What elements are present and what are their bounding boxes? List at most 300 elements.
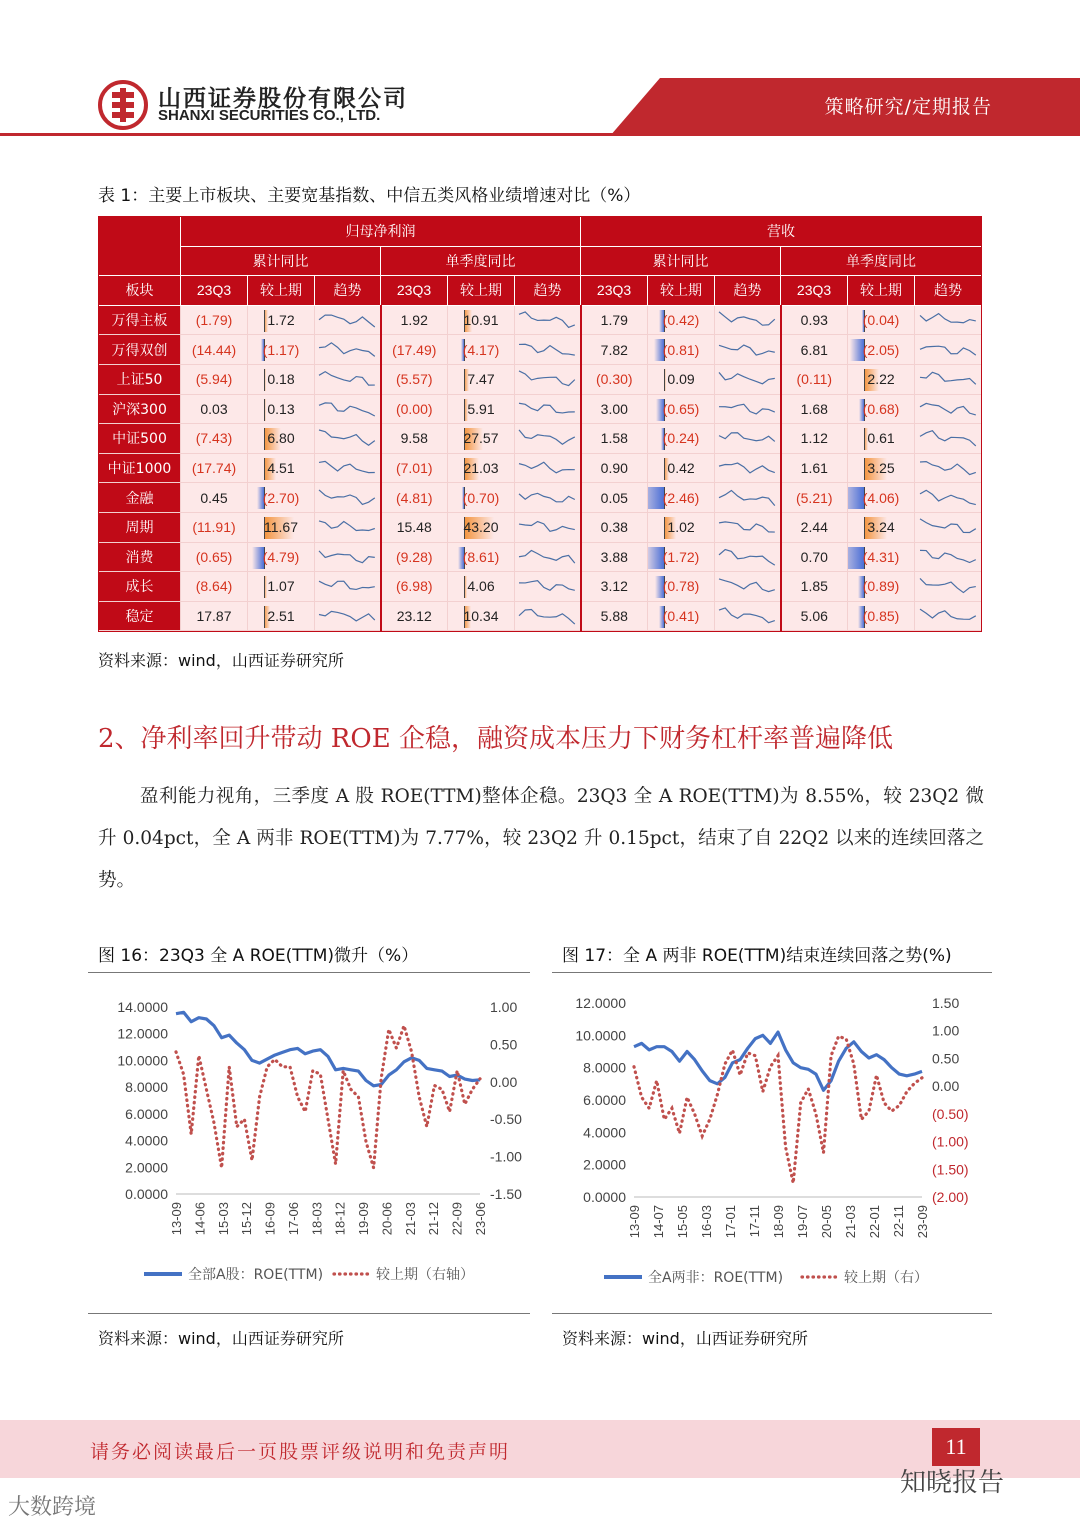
cell-trend xyxy=(915,305,982,335)
cell-trend xyxy=(715,572,781,602)
trend-sparkline xyxy=(917,545,979,569)
cell-23q3 xyxy=(181,483,248,513)
trend-sparkline xyxy=(917,338,979,362)
watermark-left: 大数跨境 xyxy=(8,1495,97,1520)
header-divider xyxy=(0,133,1080,136)
cell-23q3 xyxy=(581,364,648,394)
report-type-label: 策略研究/定期报告 xyxy=(824,96,992,118)
table-caption: 表 1：主要上市板块、主要宽基指数、中信五类风格业绩增速对比（%） xyxy=(98,186,641,206)
cell-value: (17.74) xyxy=(191,460,237,477)
cell-value: (0.89) xyxy=(862,578,900,595)
sparkline-path xyxy=(920,373,976,385)
cell-change xyxy=(648,335,715,365)
cell-change xyxy=(648,572,715,602)
cell-value: 1.12 xyxy=(800,430,828,447)
cell-value: (17.49) xyxy=(392,341,437,358)
sparkline-path xyxy=(319,461,375,472)
sparkline-path xyxy=(519,609,575,624)
cell-23q3 xyxy=(781,601,848,631)
cell-change xyxy=(848,335,915,365)
y-tick-right: 1.00 xyxy=(932,1022,960,1039)
cell-value: (0.78) xyxy=(662,578,700,595)
trend-sparkline xyxy=(716,397,778,421)
col-header-board: 板块 xyxy=(99,276,181,306)
cell-23q3 xyxy=(781,512,848,542)
cell-value: 3.12 xyxy=(600,578,628,595)
x-tick-label: 15-05 xyxy=(675,1205,690,1239)
cell-trend xyxy=(915,572,982,602)
trend-sparkline xyxy=(516,604,578,628)
cell-23q3 xyxy=(381,424,448,454)
cell-value: (0.70) xyxy=(462,489,500,506)
cell-change xyxy=(248,394,315,424)
cell-trend xyxy=(315,512,381,542)
cell-change xyxy=(848,394,915,424)
sparkline-path xyxy=(519,403,575,413)
cell-trend xyxy=(315,601,381,631)
cell-change xyxy=(448,394,515,424)
sparkline-path xyxy=(519,462,575,473)
sparkline-path xyxy=(519,493,575,501)
x-tick-label: 19-07 xyxy=(795,1205,810,1239)
sparkline-path xyxy=(719,433,775,442)
cell-value: 0.03 xyxy=(200,400,228,417)
cell-value: (8.64) xyxy=(195,578,233,595)
cell-trend xyxy=(715,335,781,365)
bar-axis xyxy=(264,399,265,421)
cell-value: (11.91) xyxy=(192,519,236,536)
cell-value: 0.93 xyxy=(800,312,828,329)
bar-axis xyxy=(464,369,465,391)
cell-value: 43.20 xyxy=(463,519,499,536)
sparkline-path xyxy=(719,404,775,414)
cell-change xyxy=(648,394,715,424)
cell-trend xyxy=(515,512,581,542)
subheader-cum: 累计同比 xyxy=(181,246,381,276)
cell-trend xyxy=(715,305,781,335)
cell-value: 23.12 xyxy=(396,608,432,625)
x-tick-label: 23-06 xyxy=(473,1202,488,1236)
cell-value: (2.46) xyxy=(662,489,700,506)
company-name-en: SHANXI SECURITIES CO., LTD. xyxy=(158,107,381,124)
trend-sparkline xyxy=(716,338,778,362)
y-tick-right: 1.00 xyxy=(490,999,518,1015)
col-header-q: 23Q3 xyxy=(381,276,448,306)
cell-value: 4.51 xyxy=(267,460,295,477)
col-header-q: 23Q3 xyxy=(781,276,848,306)
cell-trend xyxy=(515,394,581,424)
subheader-cum: 累计同比 xyxy=(581,246,781,276)
bar-axis xyxy=(464,576,465,598)
cell-value: 0.38 xyxy=(600,519,628,536)
trend-sparkline xyxy=(316,367,378,391)
row-label: 中证1000 xyxy=(99,453,181,483)
cell-value: (0.00) xyxy=(395,400,433,417)
y-tick-right: 0.00 xyxy=(932,1078,960,1095)
trend-sparkline xyxy=(716,367,778,391)
section-paragraph: 盈利能力视角，三季度 A 股 ROE(TTM)整体企稳。23Q3 全 A ROE(TTM)为 8.55%，较 23Q2 微升 0.04pct，全 A 两非 ROE(TTM)为 7.77%，较 23Q2 升 0.15pct，结束了自 22Q2 以来的连续回落之势。 xyxy=(98,786,984,891)
legend-label-1: 全部A股：ROE(TTM) xyxy=(188,1267,324,1283)
x-tick-label: 17-01 xyxy=(723,1205,738,1239)
table-row xyxy=(99,512,982,542)
cell-value: 7.82 xyxy=(600,341,628,358)
performance-table xyxy=(98,216,982,631)
series-line-1 xyxy=(176,1012,480,1086)
cell-value: (0.65) xyxy=(195,548,233,565)
legend-label-2: 较上期（右） xyxy=(844,1270,928,1286)
cell-trend xyxy=(515,424,581,454)
cell-value: 0.18 xyxy=(267,371,295,388)
cell-value: (0.11) xyxy=(796,371,833,388)
cell-23q3 xyxy=(581,512,648,542)
cell-trend xyxy=(915,542,982,572)
cell-change xyxy=(448,364,515,394)
cell-change xyxy=(248,424,315,454)
sparkline-path xyxy=(519,312,575,327)
bar-axis xyxy=(864,428,865,450)
cell-23q3 xyxy=(781,572,848,602)
cell-value: (4.81) xyxy=(395,489,433,506)
cell-trend xyxy=(515,542,581,572)
cell-value: (0.41) xyxy=(662,608,700,625)
cell-value: (0.24) xyxy=(662,430,700,447)
cell-change xyxy=(848,364,915,394)
cell-23q3 xyxy=(381,572,448,602)
cell-value: (14.44) xyxy=(191,341,237,358)
y-tick-left: 14.0000 xyxy=(117,999,168,1015)
col-header-trend: 趋势 xyxy=(515,276,581,306)
cell-23q3 xyxy=(381,542,448,572)
cell-23q3 xyxy=(381,335,448,365)
bar-axis xyxy=(464,399,465,421)
cell-23q3 xyxy=(381,453,448,483)
cell-value: 11.67 xyxy=(264,519,298,536)
cell-23q3 xyxy=(181,512,248,542)
cell-23q3 xyxy=(381,394,448,424)
cell-change xyxy=(648,542,715,572)
y-tick-right: 0.00 xyxy=(490,1073,518,1090)
cell-value: (8.61) xyxy=(462,548,500,565)
group-header-profit: 归母净利润 xyxy=(181,217,581,247)
bar-axis xyxy=(264,458,265,480)
x-tick-label: 16-03 xyxy=(699,1205,714,1239)
bar-axis xyxy=(264,428,265,450)
cell-trend xyxy=(915,483,982,513)
cell-value: 3.88 xyxy=(600,548,628,565)
cell-trend xyxy=(315,483,381,513)
cell-value: 2.44 xyxy=(800,519,828,536)
cell-value: (0.30) xyxy=(595,371,633,388)
bar-axis xyxy=(864,517,865,539)
cell-23q3 xyxy=(181,394,248,424)
bar-axis xyxy=(264,369,265,391)
cell-value: 4.06 xyxy=(467,578,495,595)
sparkline-path xyxy=(719,373,775,384)
x-tick-label: 17-06 xyxy=(285,1202,301,1236)
trend-sparkline xyxy=(716,426,778,450)
sparkline-path xyxy=(319,315,375,327)
cell-value: 1.85 xyxy=(800,578,828,595)
cell-23q3 xyxy=(181,453,248,483)
trend-sparkline xyxy=(716,456,778,480)
cell-trend xyxy=(515,601,581,631)
cell-trend xyxy=(915,453,982,483)
cell-change xyxy=(448,305,515,335)
cell-change xyxy=(248,512,315,542)
cell-value: (2.70) xyxy=(262,489,300,506)
y-tick-left: 0.0000 xyxy=(125,1186,168,1202)
cell-trend xyxy=(515,335,581,365)
y-tick-right: (1.50) xyxy=(932,1161,969,1178)
trend-sparkline xyxy=(516,338,578,362)
cell-value: 10.34 xyxy=(463,608,499,625)
cell-value: (5.57) xyxy=(395,371,433,388)
cell-value: (0.85) xyxy=(862,608,900,625)
y-tick-left: 8.0000 xyxy=(125,1079,168,1096)
cell-trend xyxy=(515,483,581,513)
table-row xyxy=(99,394,982,424)
cell-change xyxy=(248,572,315,602)
table-row xyxy=(99,572,982,602)
sparkline-path xyxy=(519,344,575,355)
trend-sparkline xyxy=(516,367,578,391)
cell-23q3 xyxy=(581,305,648,335)
table-row xyxy=(99,542,982,572)
cell-trend xyxy=(515,305,581,335)
trend-sparkline xyxy=(316,545,378,569)
col-header-prev: 较上期 xyxy=(248,276,315,306)
table-row xyxy=(99,453,982,483)
y-tick-left: 2.0000 xyxy=(125,1159,168,1176)
cell-value: 7.47 xyxy=(467,371,495,388)
cell-value: 3.24 xyxy=(867,519,895,536)
page-number: 11 xyxy=(932,1428,980,1466)
cell-value: 0.42 xyxy=(667,460,695,477)
figure-16-chart xyxy=(88,975,530,1305)
trend-sparkline xyxy=(917,426,979,450)
cell-23q3 xyxy=(581,542,648,572)
cell-value: (1.79) xyxy=(195,312,233,329)
cell-trend xyxy=(315,305,381,335)
cell-change xyxy=(848,424,915,454)
cell-trend xyxy=(315,335,381,365)
figure-17-bottom-rule xyxy=(552,1313,992,1314)
y-tick-left: 10.0000 xyxy=(575,1027,626,1044)
cell-value: 5.88 xyxy=(600,608,628,625)
cell-value: (1.72) xyxy=(662,548,700,565)
bar-axis xyxy=(664,517,665,539)
row-label: 消费 xyxy=(99,542,181,572)
cell-23q3 xyxy=(381,601,448,631)
cell-value: 1.61 xyxy=(800,460,828,477)
sparkline-path xyxy=(519,430,575,444)
y-tick-left: 4.0000 xyxy=(583,1124,626,1141)
figure-17-caption: 图 17：全 A 两非 ROE(TTM)结束连续回落之势(%) xyxy=(562,946,952,966)
trend-sparkline xyxy=(516,486,578,510)
cell-trend xyxy=(315,364,381,394)
cell-value: (6.98) xyxy=(395,578,433,595)
x-tick-label: 16-09 xyxy=(262,1202,278,1236)
x-tick-label: 18-09 xyxy=(771,1205,786,1239)
cell-value: (0.68) xyxy=(862,400,900,417)
cell-23q3 xyxy=(581,601,648,631)
subheader-q: 单季度同比 xyxy=(781,246,982,276)
cell-trend xyxy=(315,394,381,424)
x-tick-label: 18-03 xyxy=(309,1202,325,1236)
cell-23q3 xyxy=(781,335,848,365)
group-header-revenue: 营收 xyxy=(581,217,982,247)
figure-16-caption: 图 16：23Q3 全 A ROE(TTM)微升（%） xyxy=(98,946,419,966)
cell-value: (4.31) xyxy=(862,548,900,565)
cell-change xyxy=(648,364,715,394)
sparkline-path xyxy=(920,550,976,562)
table-row xyxy=(99,305,982,335)
data-bar xyxy=(848,547,865,569)
cell-value: (5.21) xyxy=(795,489,833,506)
trend-sparkline xyxy=(716,574,778,598)
cell-change xyxy=(848,542,915,572)
row-label: 沪深300 xyxy=(99,394,181,424)
sparkline-path xyxy=(719,579,775,592)
trend-sparkline xyxy=(716,545,778,569)
cell-value: 1.07 xyxy=(267,578,295,595)
y-tick-left: 0.0000 xyxy=(583,1189,626,1205)
figure-17-chart xyxy=(552,975,992,1305)
trend-sparkline xyxy=(316,397,378,421)
sparkline-path xyxy=(519,581,575,591)
sparkline-path xyxy=(519,522,575,532)
col-header-prev: 较上期 xyxy=(648,276,715,306)
cell-change xyxy=(848,453,915,483)
data-bar xyxy=(850,339,864,361)
cell-value: 0.61 xyxy=(867,430,895,447)
trend-sparkline xyxy=(917,515,979,539)
cell-change xyxy=(448,601,515,631)
cell-change xyxy=(648,305,715,335)
x-tick-label: 15-12 xyxy=(239,1202,255,1236)
cell-trend xyxy=(515,453,581,483)
sparkline-path xyxy=(319,490,375,505)
row-label: 金融 xyxy=(99,483,181,513)
cell-23q3 xyxy=(581,483,648,513)
y-tick-right: -0.50 xyxy=(490,1111,522,1128)
y-tick-right: -1.50 xyxy=(490,1186,522,1202)
company-logo xyxy=(98,80,148,130)
y-tick-right: 0.50 xyxy=(932,1050,960,1067)
footer-disclaimer: 请务必阅读最后一页股票评级说明和免责声明 xyxy=(90,1441,511,1463)
trend-sparkline xyxy=(917,574,979,598)
table-row xyxy=(99,364,982,394)
figure-16-bottom-rule xyxy=(88,1313,530,1314)
y-tick-left: 10.0000 xyxy=(117,1052,168,1069)
trend-sparkline xyxy=(316,604,378,628)
cell-value: 0.13 xyxy=(267,400,295,417)
cell-trend xyxy=(915,394,982,424)
cell-trend xyxy=(715,512,781,542)
y-tick-right: (0.50) xyxy=(932,1105,969,1122)
figure-16-source: 资料来源：wind，山西证券研究所 xyxy=(98,1329,344,1348)
x-tick-label: 14-06 xyxy=(192,1202,208,1236)
trend-sparkline xyxy=(917,397,979,421)
col-header-trend: 趋势 xyxy=(715,276,781,306)
legend-label-2: 较上期（右轴） xyxy=(376,1267,474,1283)
sparkline-path xyxy=(719,490,775,505)
watermark-right: 知晓报告 xyxy=(900,1468,1005,1498)
cell-trend xyxy=(715,394,781,424)
cell-value: 10.91 xyxy=(463,312,499,329)
sparkline-path xyxy=(920,579,976,593)
sparkline-path xyxy=(719,608,775,623)
trend-sparkline xyxy=(516,515,578,539)
cell-value: (9.28) xyxy=(395,548,433,565)
cell-trend xyxy=(315,424,381,454)
bar-axis xyxy=(264,606,265,628)
cell-value: (4.06) xyxy=(862,489,900,506)
cell-value: 1.79 xyxy=(600,312,628,329)
x-tick-label: 23-09 xyxy=(915,1205,930,1239)
cell-change xyxy=(648,512,715,542)
col-header-trend: 趋势 xyxy=(315,276,381,306)
cell-value: 27.57 xyxy=(463,430,499,447)
col-header-prev: 较上期 xyxy=(848,276,915,306)
y-tick-left: 12.0000 xyxy=(575,995,626,1011)
row-label: 成长 xyxy=(99,572,181,602)
cell-change xyxy=(648,453,715,483)
sparkline-path xyxy=(719,522,775,532)
subheader-q: 单季度同比 xyxy=(381,246,581,276)
trend-sparkline xyxy=(516,308,578,332)
cell-change xyxy=(648,601,715,631)
cell-trend xyxy=(915,364,982,394)
cell-change xyxy=(848,512,915,542)
trend-sparkline xyxy=(316,486,378,510)
sparkline-path xyxy=(920,519,976,533)
trend-sparkline xyxy=(316,426,378,450)
cell-23q3 xyxy=(381,364,448,394)
cell-value: 3.00 xyxy=(600,400,628,417)
sparkline-path xyxy=(920,346,976,355)
page-header xyxy=(0,0,1080,150)
cell-23q3 xyxy=(381,512,448,542)
trend-sparkline xyxy=(716,604,778,628)
cell-change xyxy=(848,305,915,335)
sparkline-path xyxy=(319,611,375,620)
cell-trend xyxy=(715,364,781,394)
cell-value: 1.58 xyxy=(600,430,628,447)
cell-value: 2.51 xyxy=(267,608,295,625)
figure-17-top-rule xyxy=(552,972,992,973)
cell-23q3 xyxy=(581,572,648,602)
trend-sparkline xyxy=(917,308,979,332)
cell-change xyxy=(248,364,315,394)
cell-value: 21.03 xyxy=(463,460,499,477)
col-header-trend: 趋势 xyxy=(915,276,982,306)
trend-sparkline xyxy=(716,486,778,510)
cell-trend xyxy=(915,424,982,454)
cell-value: (1.17) xyxy=(262,341,300,358)
x-tick-label: 18-12 xyxy=(332,1202,348,1236)
cell-value: 9.58 xyxy=(400,430,428,447)
row-label: 万得双创 xyxy=(99,335,181,365)
cell-23q3 xyxy=(781,542,848,572)
trend-sparkline xyxy=(917,456,979,480)
legend-label-1: 全A两非：ROE(TTM) xyxy=(648,1270,784,1286)
bar-axis xyxy=(264,310,265,332)
cell-trend xyxy=(315,542,381,572)
corner-cell xyxy=(99,217,181,276)
bar-axis xyxy=(264,576,265,598)
trend-sparkline xyxy=(716,515,778,539)
